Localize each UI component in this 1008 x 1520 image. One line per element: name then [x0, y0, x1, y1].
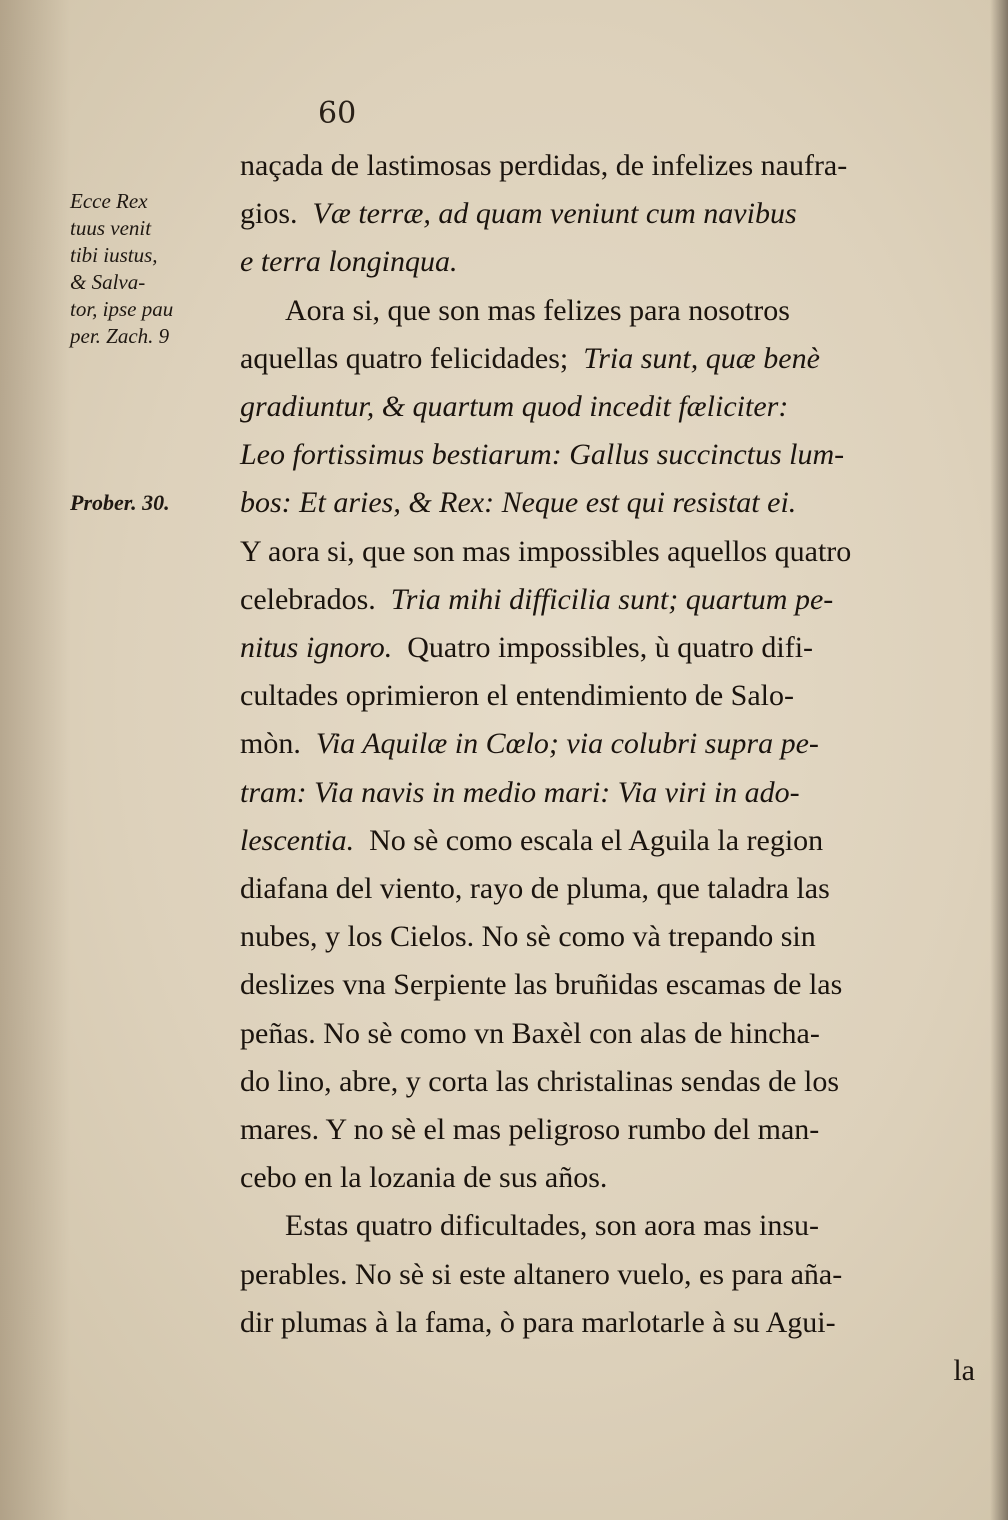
- margin-note-line: Ecce Rex: [70, 189, 148, 213]
- text-line: [240, 431, 975, 479]
- text-segment: mòn.: [240, 727, 301, 761]
- text-segment: Væ terræ, ad quam veniunt cum navibus: [312, 197, 797, 231]
- text-segment: la: [953, 1354, 975, 1388]
- text-line: [240, 1010, 975, 1058]
- text-line: [240, 961, 975, 1009]
- text-segment: tram: Via navis in medio mari: Via viri in ado-: [240, 775, 800, 809]
- text-line: [240, 287, 975, 335]
- text-line: [240, 624, 975, 672]
- text-segment: gios.: [240, 197, 298, 231]
- text-segment: peñas. No sè como vn Baxèl con alas de hincha-: [240, 1016, 820, 1050]
- margin-note-line: tuus venit: [70, 216, 152, 240]
- text-line: [240, 1058, 975, 1106]
- text-segment: dir plumas à la fama, ò para marlotarle à su Agui-: [240, 1305, 836, 1339]
- text-line: [240, 1299, 975, 1347]
- text-line: [240, 769, 975, 817]
- text-line: [240, 817, 975, 865]
- text-line: [240, 479, 975, 527]
- text-line: [240, 1154, 975, 1202]
- text-segment: gradiuntur, & quartum quod incedit fæliciter:: [240, 390, 789, 424]
- text-segment: Via Aquilæ in Cœlo; via colubri supra pe-: [315, 727, 819, 761]
- text-line: [240, 720, 975, 768]
- text-line: [240, 335, 975, 383]
- text-line: [240, 190, 975, 238]
- text-segment: celebrados.: [240, 582, 376, 616]
- text-segment: deslizes vna Serpiente las bruñidas escamas de las: [240, 968, 843, 1002]
- text-segment: diafana del viento, rayo de pluma, que taladra las: [240, 872, 830, 906]
- body-text: [240, 142, 975, 1395]
- text-segment: cebo en la lozania de sus años.: [240, 1161, 608, 1195]
- text-segment: e terra longinqua.: [240, 245, 458, 279]
- page-spine-shadow: [0, 0, 70, 1520]
- page-edge-shadow: [990, 0, 1008, 1520]
- text-line: [240, 576, 975, 624]
- text-segment: lescentia.: [240, 823, 355, 857]
- margin-note-proverbs: Prober. 30.: [70, 490, 170, 515]
- text-segment: Quatro impossibles, ù quatro difi-: [407, 631, 814, 665]
- margin-note-line: & Salva-: [70, 270, 146, 294]
- text-line: [240, 1347, 975, 1395]
- margin-note-line: per. Zach. 9: [70, 324, 170, 348]
- text-line: [240, 865, 975, 913]
- text-segment: perables. No sè si este altanero vuelo, es para aña-: [240, 1257, 843, 1291]
- text-segment: naçada de lastimosas perdidas, de infelizes naufra-: [240, 149, 848, 182]
- text-segment: Aora si, que son mas felizes para nosotros: [285, 293, 790, 327]
- text-segment: do lino, abre, y corta las christalinas sendas de los: [240, 1064, 840, 1098]
- text-segment: Estas quatro dificultades, son aora mas insu-: [285, 1209, 820, 1243]
- text-segment: Y aora si, que son mas impossibles aquellos quatro: [240, 534, 852, 568]
- margin-note-line: tor, ipse pau: [70, 297, 174, 321]
- text-line: [240, 913, 975, 961]
- text-segment: aquellas quatro felicidades;: [240, 341, 569, 375]
- text-line: [240, 238, 975, 286]
- margin-note-line: tibi iustus,: [70, 243, 158, 267]
- text-segment: bos: Et aries, & Rex: Neque est qui resistat ei.: [240, 486, 797, 520]
- text-line: [240, 1202, 975, 1250]
- text-segment: Tria mihi difficilia sunt; quartum pe-: [390, 582, 834, 616]
- text-segment: No sè como escala el Aguila la region: [369, 823, 824, 857]
- text-segment: Tria sunt, quæ benè: [583, 341, 820, 375]
- text-line: [240, 1251, 975, 1299]
- text-segment: nitus ignoro.: [240, 631, 393, 665]
- text-segment: mares. Y no sè el mas peligroso rumbo del man-: [240, 1113, 820, 1147]
- text-line: [240, 1106, 975, 1154]
- text-line: [240, 142, 975, 190]
- text-segment: cultades oprimieron el entendimiento de Salo-: [240, 679, 795, 713]
- text-segment: nubes, y los Cielos. No sè como và trepando sin: [240, 920, 816, 954]
- text-segment: Leo fortissimus bestiarum: Gallus succinctus lum-: [240, 438, 845, 472]
- text-line: [240, 528, 975, 576]
- text-line: [240, 383, 975, 431]
- margin-note-zacharias: [70, 188, 245, 350]
- text-line: [240, 672, 975, 720]
- page-number: 60: [318, 96, 357, 131]
